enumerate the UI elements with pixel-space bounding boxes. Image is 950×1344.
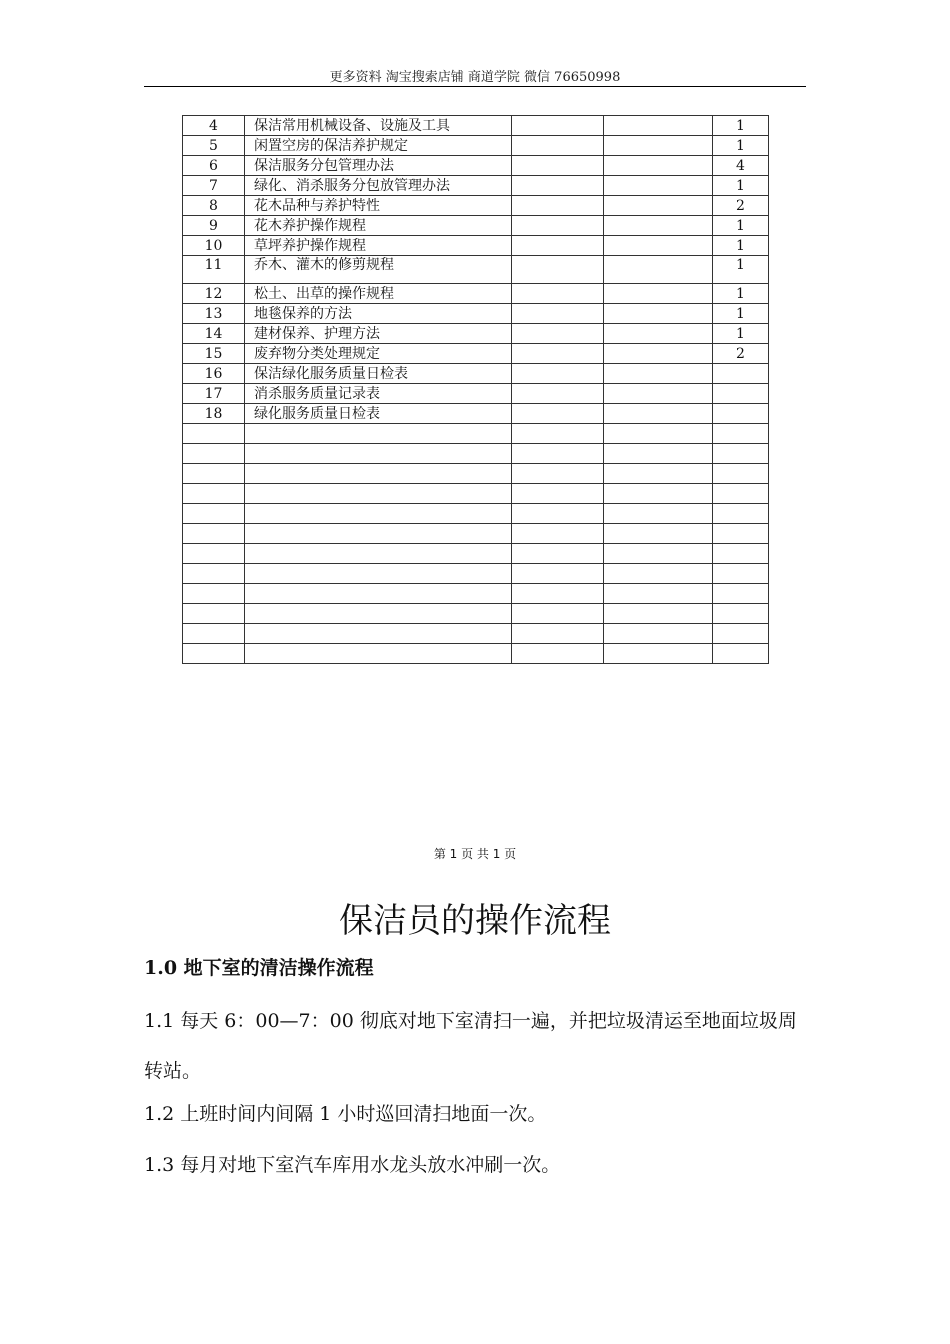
empty-table-row [183, 524, 769, 544]
table-row [183, 176, 769, 196]
row-count [713, 384, 769, 404]
row-number: 14 [183, 324, 245, 344]
row-count: 1 [713, 284, 769, 304]
row-number: 17 [183, 384, 245, 404]
document-list-table [182, 115, 769, 664]
row-title: 保洁常用机械设备、设施及工具 [245, 116, 512, 136]
row-number: 13 [183, 304, 245, 324]
table-row [183, 384, 769, 404]
table-row [183, 156, 769, 176]
row-count: 1 [713, 176, 769, 196]
paragraph-1-1: 1.1 每天 6：00—7：00 彻底对地下室清扫一遍，并把垃圾清运至地面垃圾周转站。 [144, 1010, 797, 1082]
empty-table-row [183, 564, 769, 584]
section-heading: 1.0 地下室的清洁操作流程 [144, 957, 374, 979]
table-row [183, 256, 769, 284]
row-count: 1 [713, 256, 769, 284]
row-title: 松土、出草的操作规程 [245, 284, 512, 304]
row-title: 废弃物分类处理规定 [245, 344, 512, 364]
header-rule [144, 86, 806, 87]
row-title: 花木品种与养护特性 [245, 196, 512, 216]
table-row [183, 136, 769, 156]
row-number: 12 [183, 284, 245, 304]
row-title: 乔木、灌木的修剪规程 [245, 256, 512, 284]
table-row [183, 116, 769, 136]
table-row [183, 404, 769, 424]
row-number: 6 [183, 156, 245, 176]
table-row [183, 364, 769, 384]
row-count: 1 [713, 116, 769, 136]
row-title: 保洁服务分包管理办法 [245, 156, 512, 176]
row-number: 8 [183, 196, 245, 216]
row-count: 1 [713, 304, 769, 324]
empty-table-row [183, 544, 769, 564]
page-title: 保洁员的操作流程 [339, 901, 611, 941]
row-title: 建材保养、护理方法 [245, 324, 512, 344]
empty-table-row [183, 444, 769, 464]
row-count [713, 364, 769, 384]
empty-table-row [183, 604, 769, 624]
empty-table-row [183, 484, 769, 504]
row-title: 花木养护操作规程 [245, 216, 512, 236]
row-title: 保洁绿化服务质量日检表 [245, 364, 512, 384]
row-count: 4 [713, 156, 769, 176]
row-title: 消杀服务质量记录表 [245, 384, 512, 404]
row-count: 1 [713, 136, 769, 156]
row-title: 草坪养护操作规程 [245, 236, 512, 256]
row-count: 1 [713, 236, 769, 256]
empty-table-row [183, 584, 769, 604]
table-row [183, 324, 769, 344]
empty-table-row [183, 464, 769, 484]
table-row [183, 344, 769, 364]
table-row [183, 216, 769, 236]
empty-table-row [183, 644, 769, 664]
row-title: 绿化、消杀服务分包放管理办法 [245, 176, 512, 196]
row-number: 15 [183, 344, 245, 364]
row-count [713, 404, 769, 424]
page-header: 更多资料 淘宝搜索店铺 商道学院 微信 76650998 [329, 70, 621, 85]
row-count: 1 [713, 324, 769, 344]
table-row [183, 236, 769, 256]
row-number: 11 [183, 256, 245, 284]
row-title: 地毯保养的方法 [245, 304, 512, 324]
paragraph-1-3: 1.3 每月对地下室汽车库用水龙头放水冲刷一次。 [144, 1154, 561, 1176]
row-count: 2 [713, 344, 769, 364]
row-number: 10 [183, 236, 245, 256]
table-row [183, 284, 769, 304]
row-number: 4 [183, 116, 245, 136]
row-count: 1 [713, 216, 769, 236]
row-number: 16 [183, 364, 245, 384]
row-number: 5 [183, 136, 245, 156]
row-number: 18 [183, 404, 245, 424]
row-title: 闲置空房的保洁养护规定 [245, 136, 512, 156]
empty-table-row [183, 624, 769, 644]
row-title: 绿化服务质量日检表 [245, 404, 512, 424]
row-number: 7 [183, 176, 245, 196]
row-number: 9 [183, 216, 245, 236]
empty-table-row [183, 504, 769, 524]
paragraph-1-2: 1.2 上班时间内间隔 1 小时巡回清扫地面一次。 [144, 1103, 547, 1125]
page-number: 第 1 页 共 1 页 [433, 847, 517, 861]
row-count: 2 [713, 196, 769, 216]
table-row [183, 304, 769, 324]
empty-table-row [183, 424, 769, 444]
table-row [183, 196, 769, 216]
